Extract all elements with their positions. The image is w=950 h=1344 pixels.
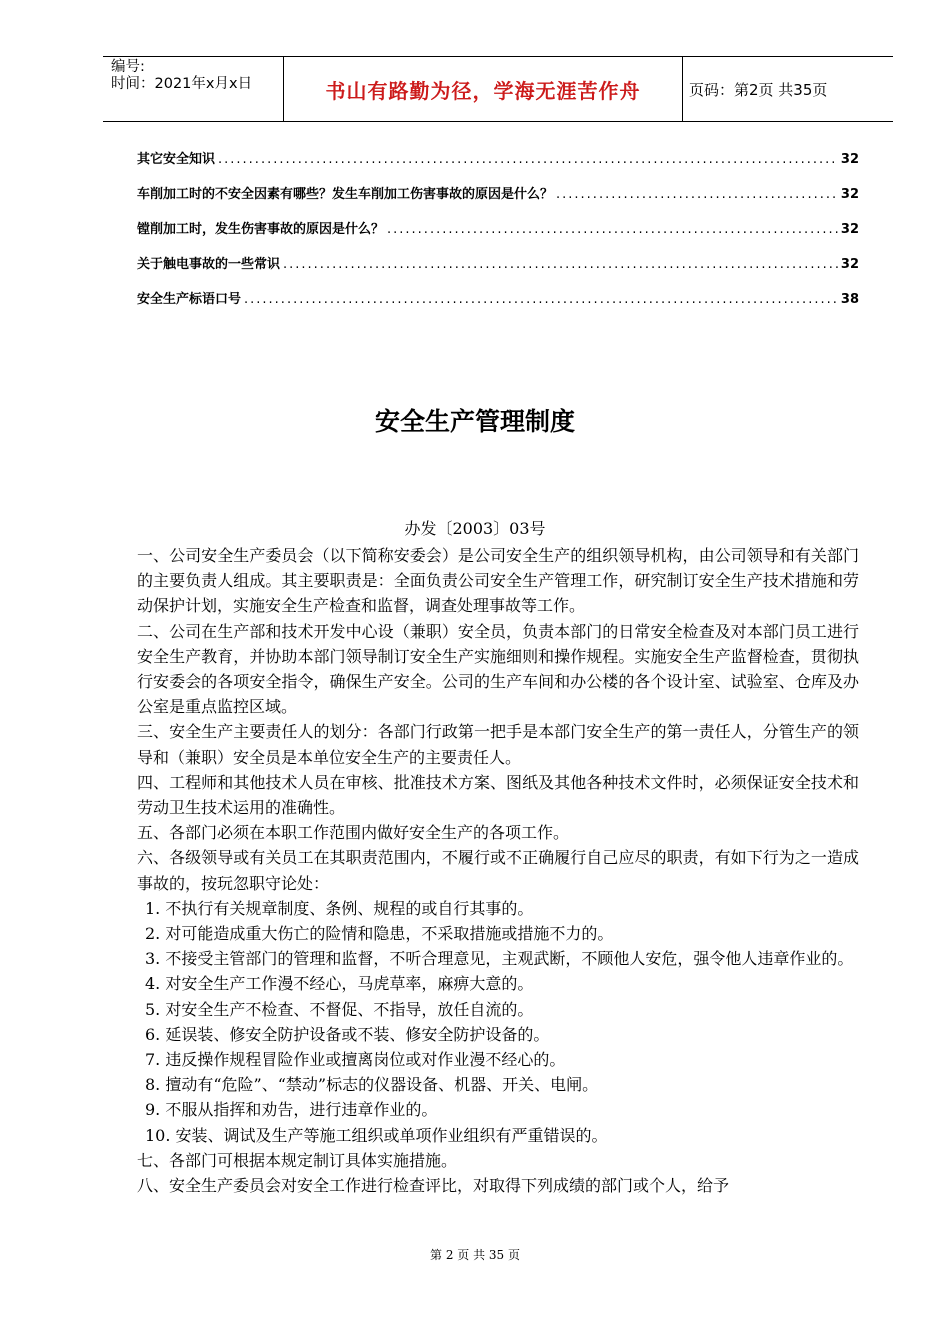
time-label: 时间：2021年x月x日: [111, 76, 253, 92]
toc-entry[interactable]: [137, 218, 859, 253]
toc-entry-title: 镗削加工时，发生伤害事故的原因是什么？: [137, 222, 385, 237]
toc-entry[interactable]: [137, 183, 859, 218]
header-page-info: 页码：第2页 共35页: [689, 80, 828, 99]
toc-entry-page: 38: [840, 292, 859, 307]
toc-entry-page: 32: [840, 152, 859, 167]
document-title: 安全生产管理制度: [374, 407, 575, 436]
toc-entry-title: 关于触电事故的一些常识: [137, 257, 281, 272]
body-paragraph: 一、公司安全生产委员会（以下简称安委会）是公司安全生产的组织领导机构，由公司领导和有关部门的主要负责人组成。其主要职责是：全面负责公司安全生产管理工作，研究制订安全生产技术措施和劳动保护计划，实施安全生产检查和监督，调查处理事故等工作。: [137, 546, 859, 616]
body-paragraph: 四、工程师和其他技术人员在审核、批准技术方案、图纸及其他各种技术文件时，必须保证安全技术和劳动卫生技术运用的准确性。: [137, 772, 859, 818]
list-item: 8. 擅动有“危险”、“禁动”标志的仪器设备、机器、开关、电闸。: [145, 1075, 599, 1095]
list-item: 5. 对安全生产不检查、不督促、不指导，放任自流的。: [145, 999, 534, 1019]
table-of-contents: [137, 148, 859, 323]
header-motto-cell: [283, 57, 683, 121]
body-paragraph: 八、安全生产委员会对安全工作进行检查评比，对取得下列成绩的部门或个人，给予: [137, 1176, 730, 1196]
toc-entry[interactable]: [137, 288, 859, 323]
toc-leader-dots: [556, 187, 838, 202]
list-item: 1. 不执行有关规章制度、条例、规程的或自行其事的。: [145, 898, 534, 918]
list-item: 3. 不接受主管部门的管理和监督，不听合理意见，主观武断，不顾他人安危，强令他人违章作业的。: [145, 949, 854, 969]
toc-leader-dots: [244, 292, 838, 307]
toc-entry[interactable]: [137, 253, 859, 288]
list-item: 2. 对可能造成重大伤亡的险情和隐患，不采取措施或措施不力的。: [145, 924, 614, 944]
serial-label: 编号:: [111, 59, 145, 75]
list-item: 6. 延误装、修安全防护设备或不装、修安全防护设备的。: [145, 1024, 550, 1044]
body-paragraph: 二、公司在生产部和技术开发中心设（兼职）安全员，负责本部门的日常安全检查及对本部门员工进行安全生产教育，并协助本部门领导制订安全生产实施细则和操作规程。实施安全生产监督检查，贯彻执行安委会的各项安全指令，确保生产安全。公司的生产车间和办公楼的各个设计室、试验室、仓库及办公室是重点监控区域。: [137, 621, 859, 717]
toc-entry-title: 车削加工时的不安全因素有哪些？发生车削加工伤害事故的原因是什么？: [137, 187, 554, 202]
document-number: 办发〔2003〕03号: [404, 519, 546, 538]
toc-leader-dots: [283, 257, 838, 272]
page-header: [103, 56, 893, 122]
toc-leader-dots: [218, 152, 838, 167]
list-item: 7. 违反操作规程冒险作业或擅离岗位或对作业漫不经心的。: [145, 1050, 566, 1070]
toc-entry-page: 32: [840, 187, 859, 202]
list-item: 10. 安装、调试及生产等施工组织或单项作业组织有严重错误的。: [145, 1125, 608, 1145]
list-item: 9. 不服从指挥和劝告，进行违章作业的。: [145, 1100, 438, 1120]
toc-leader-dots: [387, 222, 838, 237]
header-motto: 书山有路勤为径，学海无涯苦作舟: [325, 78, 641, 103]
toc-entry-page: 32: [840, 222, 859, 237]
document-body: [137, 543, 859, 1198]
toc-entry-title: 其它安全知识: [137, 152, 216, 167]
page-footer: 第 2 页 共 35 页: [430, 1248, 520, 1262]
body-paragraph: 五、各部门必须在本职工作范围内做好安全生产的各项工作。: [137, 823, 570, 843]
list-item: 4. 对安全生产工作漫不经心，马虎草率，麻痹大意的。: [145, 974, 534, 994]
toc-entry-page: 32: [840, 257, 859, 272]
body-paragraph: 三、安全生产主要责任人的划分：各部门行政第一把手是本部门安全生产的第一责任人，分管生产的领导和（兼职）安全员是本单位安全生产的主要责任人。: [137, 722, 859, 767]
body-paragraph: 七、各部门可根据本规定制订具体实施措施。: [137, 1150, 458, 1170]
body-paragraph: 六、各级领导或有关员工在其职责范围内，不履行或不正确履行自己应尽的职责，有如下行为之一造成事故的，按玩忽职守论处：: [137, 848, 859, 893]
toc-entry[interactable]: [137, 148, 859, 183]
toc-entry-title: 安全生产标语口号: [137, 292, 242, 307]
header-meta: [111, 59, 283, 93]
